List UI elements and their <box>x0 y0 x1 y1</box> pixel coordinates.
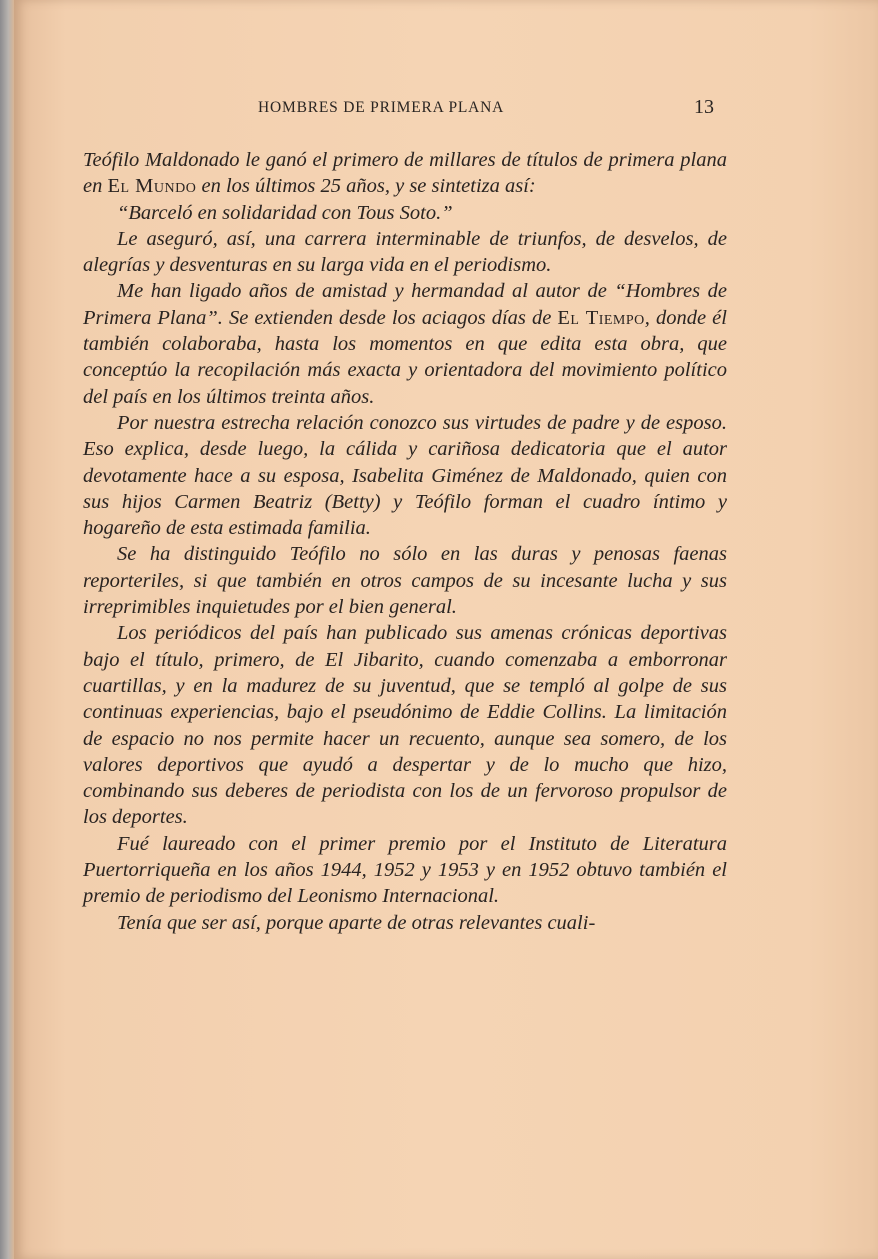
text-segment: Tenía que ser así, porque aparte de otras relevantes cuali- <box>117 911 596 934</box>
text-segment: Teófilo Maldonado le ganó el primero de millares de títulos de primera plana en <box>83 149 727 198</box>
paragraph <box>83 620 727 830</box>
newspaper-name: El Mundo <box>107 175 197 198</box>
book-page <box>14 0 878 1259</box>
page-number: 13 <box>694 96 714 118</box>
page-header <box>14 97 878 119</box>
paragraph <box>83 831 727 910</box>
paragraph <box>83 200 727 226</box>
text-segment: , donde él también colaboraba, hasta los momentos en que edita esta obra, que conceptúo la recopilación más exacta y orientadora del movimiento político del país en los últimos treinta años. <box>83 306 727 408</box>
paragraph <box>83 278 727 409</box>
text-segment: Fué laureado con el primer premio por el Instituto de Literatura Puertorriqueña en los años 1944, 1952 y 1953 y en 1952 obtuvo también el premio de periodismo del Leonismo Internacional. <box>83 832 727 908</box>
newspaper-name: El Tiempo <box>557 306 645 329</box>
paragraph <box>83 147 727 200</box>
text-segment: Se ha distinguido Teófilo no sólo en las duras y penosas faenas reporteriles, si que también en otros campos de su incesante lucha y sus irreprimibles inquietudes por el bien general. <box>83 543 727 619</box>
paragraph <box>83 226 727 279</box>
text-segment: Me han ligado años de amistad y hermandad al autor de “Hombres de Primera Plana”. Se extienden desde los aciagos días de <box>83 280 727 329</box>
text-segment: en los últimos 25 años, y se sintetiza así: <box>196 175 536 198</box>
paragraph <box>83 541 727 620</box>
text-segment: Le aseguró, así, una carrera interminable de triunfos, de desvelos, de alegrías y desventuras en su larga vida en el periodismo. <box>83 227 727 277</box>
running-title: HOMBRES DE PRIMERA PLANA <box>258 99 505 116</box>
scan-edge <box>0 0 14 1259</box>
text-segment: “Barceló en solidaridad con Tous Soto.” <box>117 201 453 224</box>
paragraph <box>83 410 727 541</box>
text-segment: Por nuestra estrecha relación conozco sus virtudes de padre y de esposo. Eso explica, desde luego, la cálida y cariñosa dedicatoria que el autor devotamente hace a su esposa, Isabelita Giménez de Maldonado, quien con sus hijos Carmen Beatriz (Betty) y Teófilo forman el cuadro íntimo y hogareño de esta estimada familia. <box>83 411 727 540</box>
text-segment: Los periódicos del país han publicado sus amenas crónicas deportivas bajo el título, primero, de El Jibarito, cuando comenzaba a emborronar cuartillas, y en la madurez de su juventud, que se templó al golpe de sus continuas experiencias, bajo el pseudónimo de Eddie Collins. La limitación de espacio no nos permite hacer un recuento, aunque sea somero, de los valores deportivos que ayudó a despertar y de lo mucho que hizo, combinando sus deberes de periodista con los de un fervoroso propulsor de los deportes. <box>83 622 727 829</box>
body-text <box>83 147 727 936</box>
paragraph <box>83 910 727 936</box>
